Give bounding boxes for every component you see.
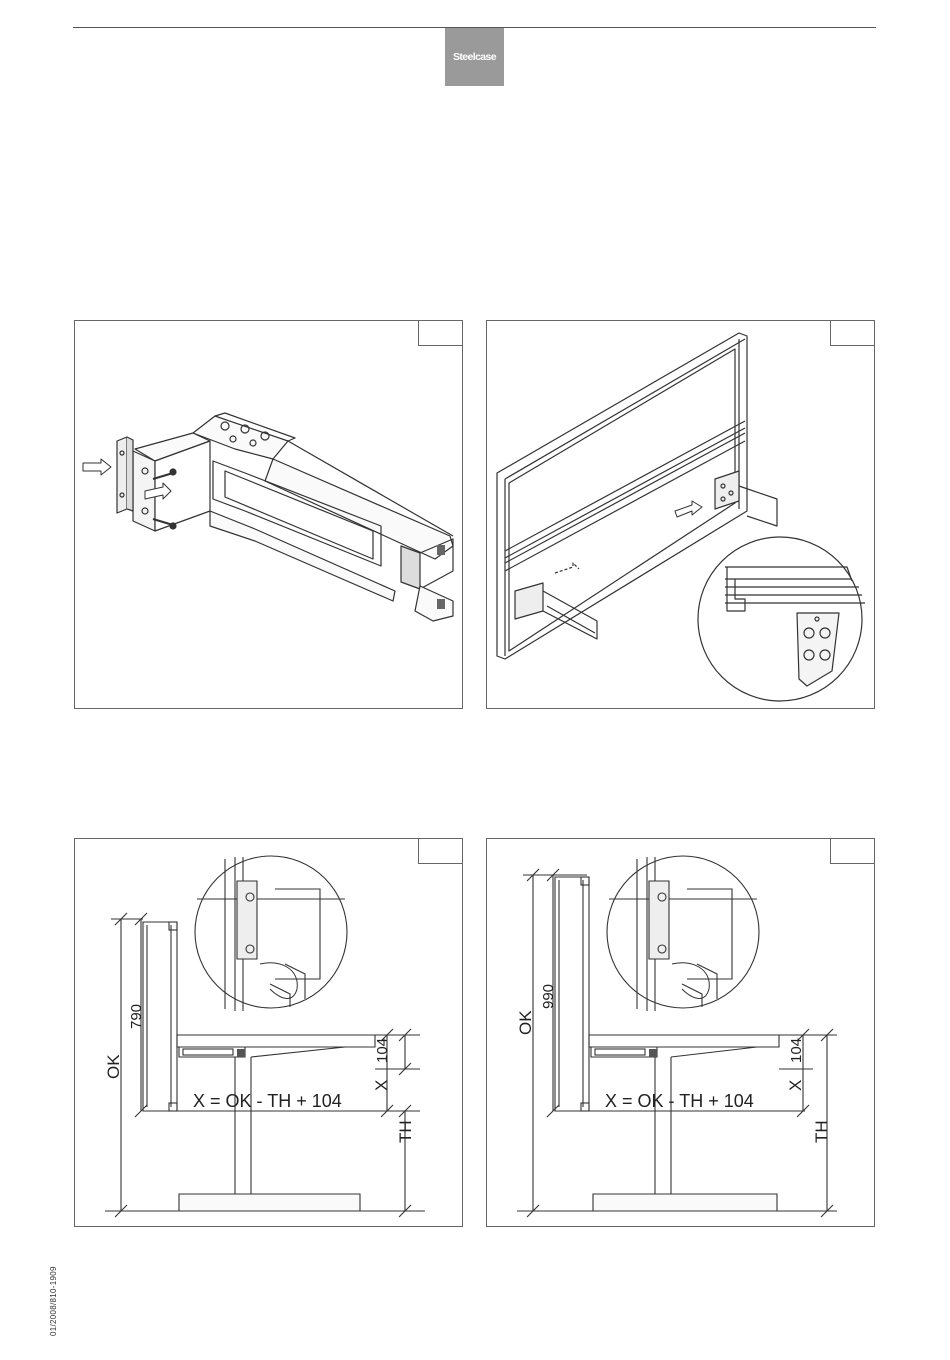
figure-1-bracket-assembly bbox=[74, 320, 463, 709]
offset-104-label: 104 bbox=[788, 1037, 805, 1063]
steelcase-logo bbox=[445, 28, 504, 86]
document-code: 01/2008/810-1909 bbox=[49, 1266, 58, 1336]
x-label: X bbox=[786, 1079, 805, 1091]
ok-label: OK bbox=[516, 1010, 535, 1035]
height-990-label: 990 bbox=[540, 983, 557, 1009]
th-label: TH bbox=[396, 1120, 415, 1143]
offset-104-label: 104 bbox=[374, 1037, 391, 1063]
figure-2-screen-mounting bbox=[486, 320, 875, 709]
figure-4-height-990 bbox=[486, 838, 875, 1227]
height-diagram-790 bbox=[75, 839, 464, 1228]
formula-label: X = OK - TH + 104 bbox=[605, 1091, 754, 1111]
height-diagram-990 bbox=[487, 839, 876, 1228]
bracket-illustration bbox=[75, 321, 464, 710]
figure-3-height-790 bbox=[74, 838, 463, 1227]
x-label: X bbox=[372, 1079, 391, 1091]
height-790-label: 790 bbox=[128, 1003, 145, 1029]
formula-label: X = OK - TH + 104 bbox=[193, 1091, 342, 1111]
logo-text: Steelcase bbox=[452, 51, 497, 63]
ok-label: OK bbox=[104, 1054, 123, 1079]
screen-illustration bbox=[487, 321, 876, 710]
th-label: TH bbox=[812, 1120, 831, 1143]
